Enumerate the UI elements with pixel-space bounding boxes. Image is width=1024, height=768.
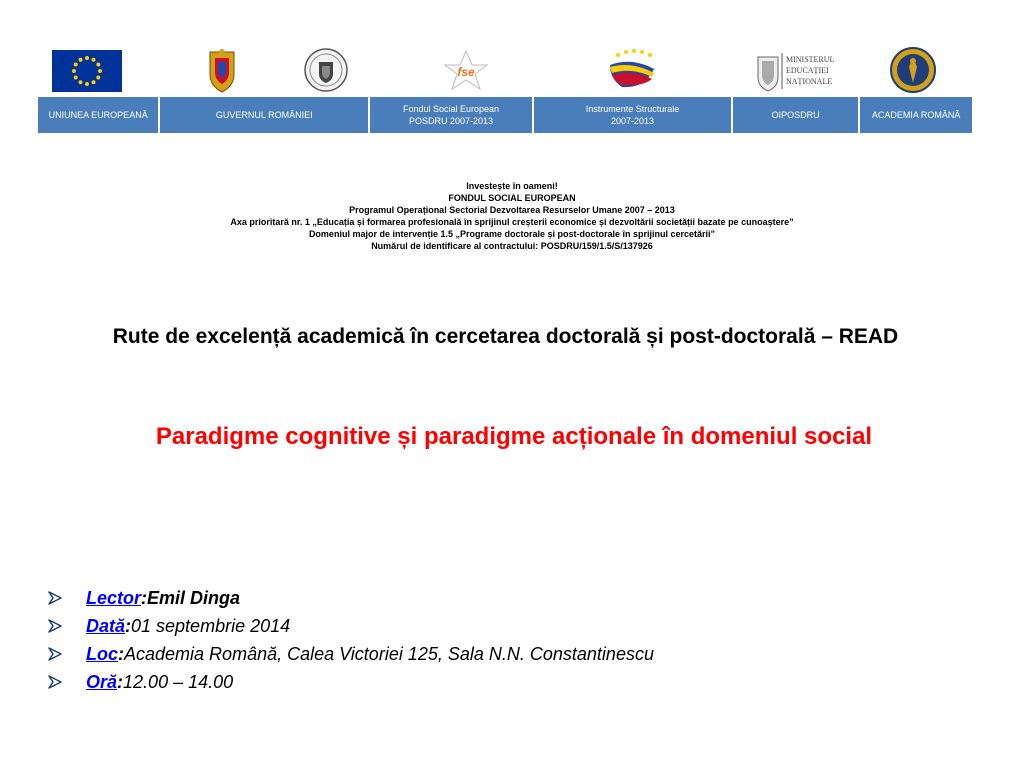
partner-label: OIPOSDRU <box>771 110 820 120</box>
project-domain: Domeniul major de intervenție 1.5 „Programe doctorale și post-doctorale în sprijinul cercetării” <box>308 229 716 239</box>
partner-label-sub: 2007-2013 <box>610 116 654 126</box>
lecture-details <box>48 584 948 696</box>
list-item-ora <box>48 668 948 696</box>
detail-value: Emil Dinga <box>147 588 241 608</box>
detail-sep: : <box>125 616 132 636</box>
ministry-line-2: EDUCAȚIEI <box>786 66 829 75</box>
ministry-line-3: NAȚIONALE <box>786 77 833 86</box>
partner-cell-structural <box>534 97 733 133</box>
detail-key[interactable]: Loc <box>86 644 119 664</box>
logo-row <box>38 44 972 96</box>
ministry-line-1: MINISTERUL <box>786 55 835 64</box>
romanian-coat-of-arms-logo <box>204 48 240 94</box>
list-item-data <box>48 612 948 640</box>
partner-cell-oiposdru <box>733 97 860 133</box>
project-programme: Programul Operațional Sectorial Dezvoltarea Resurselor Umane 2007 – 2013 <box>349 205 675 215</box>
arrow-bullet-icon <box>48 647 86 661</box>
eu-flag-logo <box>52 50 122 92</box>
project-contract: Numărul de identificare al contractului: POSDRU/159/1.5/S/137926 <box>371 241 653 251</box>
detail-sep: : <box>117 672 124 692</box>
project-fund: FONDUL SOCIAL EUROPEAN <box>448 193 576 203</box>
page-title: Rute de excelență academică în cercetarea doctorală și post-doctorală – READ <box>112 325 899 348</box>
partner-cell-academy <box>860 97 972 133</box>
detail-sep: : <box>141 588 148 608</box>
partner-cell-government <box>160 97 370 133</box>
detail-key[interactable]: Dată <box>86 616 126 636</box>
government-seal-logo <box>304 47 348 93</box>
detail-key[interactable]: Oră <box>86 672 118 692</box>
romanian-academy-logo <box>890 47 936 93</box>
list-item-loc <box>48 640 948 668</box>
arrow-bullet-icon <box>48 675 86 689</box>
structural-instruments-logo <box>604 47 660 93</box>
project-info <box>0 180 1024 252</box>
detail-key[interactable]: Lector <box>86 588 142 608</box>
project-axis: Axa prioritară nr. 1 „Educația și formarea profesională în sprijinul creșterii economice și dezvoltării societății bazate pe cunoaștere” <box>230 217 794 227</box>
svg-text:fse: fse <box>457 65 475 79</box>
detail-value: Academia Română, Calea Victoriei 125, Sala N.N. Constantinescu <box>124 644 654 664</box>
detail-sep: : <box>118 644 125 664</box>
partner-bar <box>38 97 972 133</box>
partner-label: UNIUNEA EUROPEANĂ <box>48 110 148 120</box>
arrow-bullet-icon <box>48 619 86 633</box>
partner-label: GUVERNUL ROMÂNIEI <box>215 110 313 120</box>
partner-label: Fondul Social European <box>402 104 500 114</box>
lecture-subtitle: Paradigme cognitive și paradigme acționale în domeniul social <box>155 423 873 450</box>
fse-logo <box>436 49 496 93</box>
partner-label: ACADEMIA ROMÂNĂ <box>871 110 961 120</box>
partner-cell-eu <box>38 97 160 133</box>
list-item-lector <box>48 584 948 612</box>
partner-label: Instrumente Structurale <box>585 104 680 114</box>
detail-value: 01 septembrie 2014 <box>131 616 291 636</box>
partner-cell-fse <box>370 97 534 133</box>
detail-value: 12.00 – 14.00 <box>123 672 234 692</box>
partner-label-sub: POSDRU 2007-2013 <box>408 116 494 126</box>
ministry-education-logo <box>754 49 838 93</box>
project-slogan: Investește în oameni! <box>466 181 558 191</box>
arrow-bullet-icon <box>48 591 86 605</box>
